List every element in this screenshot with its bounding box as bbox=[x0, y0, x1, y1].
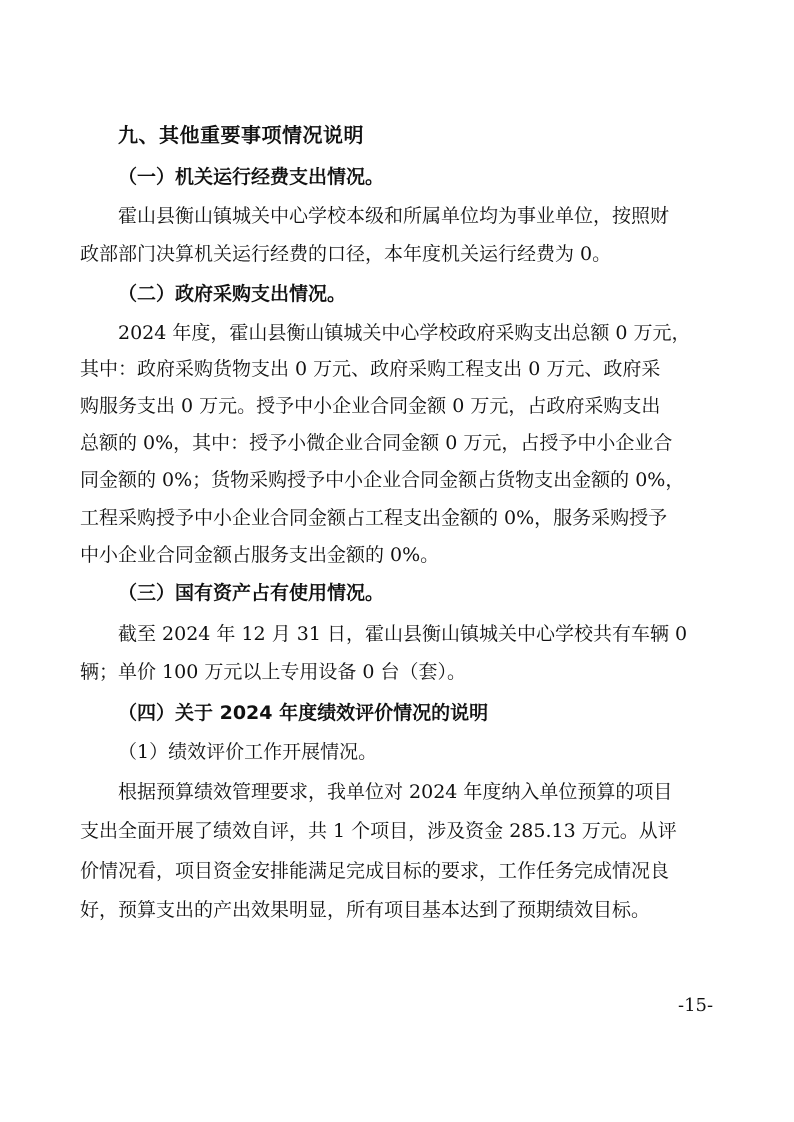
paragraph-line: 根据预算绩效管理要求，我单位对 2024 年度纳入单位预算的项目 bbox=[118, 781, 673, 803]
paragraph-line: 总额的 0%，其中：授予小微企业合同金额 0 万元，占授予中小企业合 bbox=[80, 432, 673, 454]
paragraph-line: 辆；单价 100 万元以上专用设备 0 台（套）。 bbox=[80, 661, 467, 683]
numbered-item: （1）绩效评价工作开展情况。 bbox=[118, 741, 378, 763]
paragraph-line: 支出全面开展了绩效自评，共 1 个项目，涉及资金 285.13 万元。从评 bbox=[80, 820, 677, 842]
subsection-heading-2: （二）政府采购支出情况。 bbox=[118, 283, 347, 305]
paragraph-line: 政部部门决算机关运行经费的口径，本年度机关运行经费为 0。 bbox=[80, 243, 612, 265]
paragraph-line: 截至 2024 年 12 月 31 日，霍山县衡山镇城关中心学校共有车辆 0 bbox=[118, 623, 688, 645]
paragraph-line: 好，预算支出的产出效果明显，所有项目基本达到了预期绩效目标。 bbox=[80, 899, 651, 921]
paragraph-line: 同金额的 0%；货物采购授予中小企业合同金额占货物支出金额的 0%， bbox=[80, 469, 685, 491]
paragraph-line: 中小企业合同金额占服务支出金额的 0%。 bbox=[80, 544, 440, 566]
paragraph-line: 其中：政府采购货物支出 0 万元、政府采购工程支出 0 万元、政府采 bbox=[80, 358, 661, 380]
subsection-heading-1: （一）机关运行经费支出情况。 bbox=[118, 166, 385, 188]
paragraph-line: 霍山县衡山镇城关中心学校本级和所属单位均为事业单位，按照财 bbox=[118, 205, 670, 227]
paragraph-line: 工程采购授予中小企业合同金额占工程支出金额的 0%，服务采购授予 bbox=[80, 507, 668, 529]
paragraph-line: 价情况看，项目资金安排能满足完成目标的要求，工作任务完成情况良 bbox=[80, 860, 670, 882]
subsection-heading-4: （四）关于 2024 年度绩效评价情况的说明 bbox=[118, 702, 489, 724]
section-title: 九、其他重要事项情况说明 bbox=[118, 123, 364, 147]
paragraph-line: 购服务支出 0 万元。授予中小企业合同金额 0 万元，占政府采购支出 bbox=[80, 395, 661, 417]
subsection-heading-3: （三）国有资产占有使用情况。 bbox=[118, 582, 385, 604]
page-number: -15- bbox=[678, 995, 714, 1016]
paragraph-line: 2024 年度，霍山县衡山镇城关中心学校政府采购支出总额 0 万元， bbox=[118, 322, 691, 344]
